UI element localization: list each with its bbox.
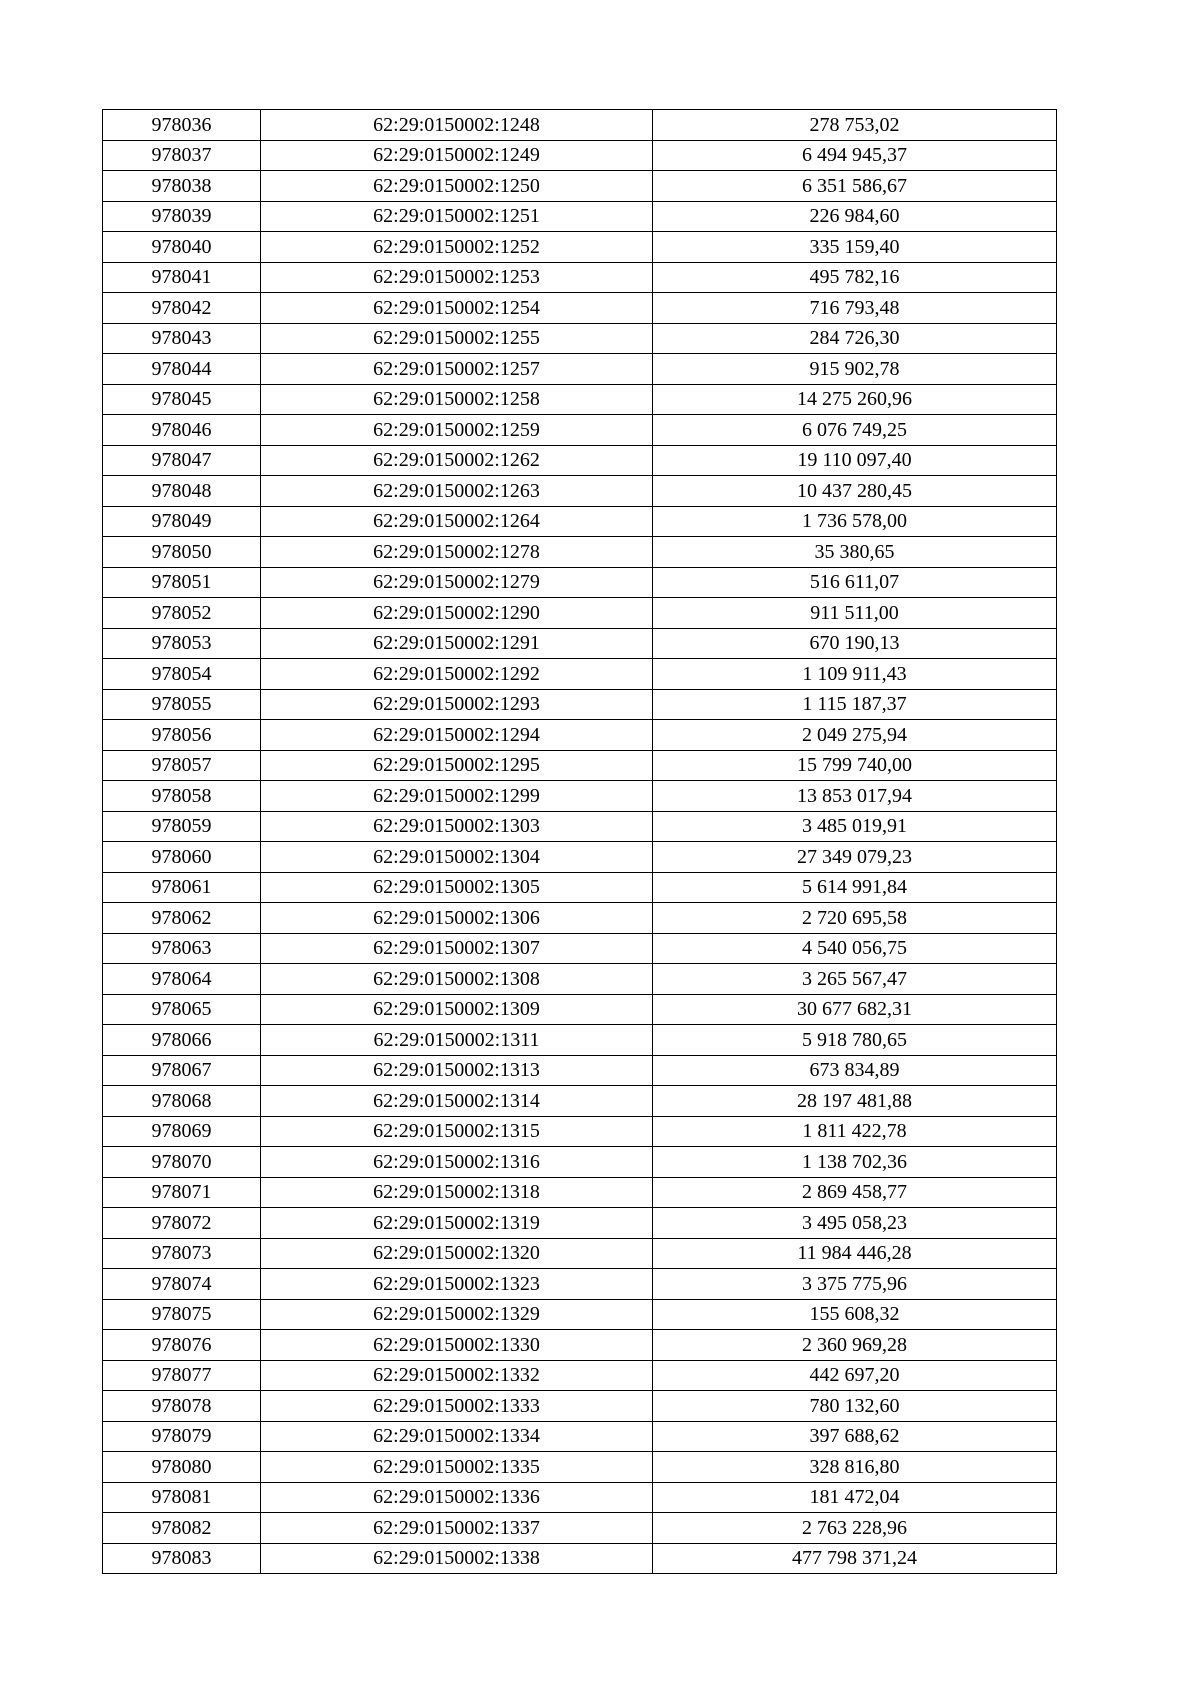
cadastral-number-cell: 62:29:0150002:1309 bbox=[261, 994, 653, 1025]
table-row bbox=[103, 1421, 1057, 1452]
cadastral-value-cell: 3 375 775,96 bbox=[653, 1269, 1057, 1300]
cadastral-value-cell: 6 494 945,37 bbox=[653, 140, 1057, 171]
table-row bbox=[103, 598, 1057, 629]
table-row bbox=[103, 811, 1057, 842]
table-row bbox=[103, 415, 1057, 446]
table-row bbox=[103, 720, 1057, 751]
cadastral-value-cell: 4 540 056,75 bbox=[653, 933, 1057, 964]
row-number-cell: 978057 bbox=[103, 750, 261, 781]
cadastral-value-cell: 328 816,80 bbox=[653, 1452, 1057, 1483]
cadastral-value-cell: 516 611,07 bbox=[653, 567, 1057, 598]
cadastral-value-cell: 1 138 702,36 bbox=[653, 1147, 1057, 1178]
cadastral-number-cell: 62:29:0150002:1338 bbox=[261, 1543, 653, 1574]
row-number-cell: 978074 bbox=[103, 1269, 261, 1300]
cadastral-number-cell: 62:29:0150002:1292 bbox=[261, 659, 653, 690]
cadastral-number-cell: 62:29:0150002:1251 bbox=[261, 201, 653, 232]
cadastral-value-cell: 2 049 275,94 bbox=[653, 720, 1057, 751]
cadastral-value-cell: 284 726,30 bbox=[653, 323, 1057, 354]
cadastral-number-cell: 62:29:0150002:1257 bbox=[261, 354, 653, 385]
table-row bbox=[103, 994, 1057, 1025]
cadastral-value-cell: 2 360 969,28 bbox=[653, 1330, 1057, 1361]
cadastral-value-cell: 155 608,32 bbox=[653, 1299, 1057, 1330]
cadastral-value-cell: 5 918 780,65 bbox=[653, 1025, 1057, 1056]
cadastral-value-cell: 226 984,60 bbox=[653, 201, 1057, 232]
table-row bbox=[103, 1391, 1057, 1422]
row-number-cell: 978061 bbox=[103, 872, 261, 903]
cadastral-value-cell: 397 688,62 bbox=[653, 1421, 1057, 1452]
row-number-cell: 978050 bbox=[103, 537, 261, 568]
cadastral-number-cell: 62:29:0150002:1299 bbox=[261, 781, 653, 812]
cadastral-value-cell: 1 115 187,37 bbox=[653, 689, 1057, 720]
cadastral-number-cell: 62:29:0150002:1311 bbox=[261, 1025, 653, 1056]
cadastral-number-cell: 62:29:0150002:1254 bbox=[261, 293, 653, 324]
cadastral-number-cell: 62:29:0150002:1332 bbox=[261, 1360, 653, 1391]
row-number-cell: 978058 bbox=[103, 781, 261, 812]
row-number-cell: 978080 bbox=[103, 1452, 261, 1483]
row-number-cell: 978060 bbox=[103, 842, 261, 873]
cadastral-number-cell: 62:29:0150002:1253 bbox=[261, 262, 653, 293]
cadastral-value-cell: 15 799 740,00 bbox=[653, 750, 1057, 781]
cadastral-value-cell: 30 677 682,31 bbox=[653, 994, 1057, 1025]
cadastral-value-cell: 3 265 567,47 bbox=[653, 964, 1057, 995]
table-row bbox=[103, 933, 1057, 964]
row-number-cell: 978083 bbox=[103, 1543, 261, 1574]
cadastral-value-cell: 19 110 097,40 bbox=[653, 445, 1057, 476]
row-number-cell: 978064 bbox=[103, 964, 261, 995]
table-row bbox=[103, 262, 1057, 293]
table-row bbox=[103, 1330, 1057, 1361]
cadastral-number-cell: 62:29:0150002:1308 bbox=[261, 964, 653, 995]
table-row bbox=[103, 140, 1057, 171]
cadastral-number-cell: 62:29:0150002:1248 bbox=[261, 110, 653, 141]
table-row bbox=[103, 1238, 1057, 1269]
cadastral-value-cell: 495 782,16 bbox=[653, 262, 1057, 293]
cadastral-number-cell: 62:29:0150002:1278 bbox=[261, 537, 653, 568]
row-number-cell: 978063 bbox=[103, 933, 261, 964]
row-number-cell: 978036 bbox=[103, 110, 261, 141]
table-row bbox=[103, 750, 1057, 781]
table-row bbox=[103, 1269, 1057, 1300]
cadastral-number-cell: 62:29:0150002:1336 bbox=[261, 1482, 653, 1513]
cadastral-number-cell: 62:29:0150002:1252 bbox=[261, 232, 653, 263]
table-row bbox=[103, 1360, 1057, 1391]
row-number-cell: 978040 bbox=[103, 232, 261, 263]
cadastral-value-cell: 2 763 228,96 bbox=[653, 1513, 1057, 1544]
cadastral-number-cell: 62:29:0150002:1315 bbox=[261, 1116, 653, 1147]
table-row bbox=[103, 1543, 1057, 1574]
table-row bbox=[103, 659, 1057, 690]
row-number-cell: 978051 bbox=[103, 567, 261, 598]
row-number-cell: 978068 bbox=[103, 1086, 261, 1117]
cadastral-number-cell: 62:29:0150002:1329 bbox=[261, 1299, 653, 1330]
table-row bbox=[103, 476, 1057, 507]
cadastral-number-cell: 62:29:0150002:1304 bbox=[261, 842, 653, 873]
cadastral-value-cell: 1 811 422,78 bbox=[653, 1116, 1057, 1147]
table-row bbox=[103, 1208, 1057, 1239]
table-row bbox=[103, 506, 1057, 537]
cadastral-number-cell: 62:29:0150002:1250 bbox=[261, 171, 653, 202]
cadastral-number-cell: 62:29:0150002:1316 bbox=[261, 1147, 653, 1178]
row-number-cell: 978055 bbox=[103, 689, 261, 720]
row-number-cell: 978066 bbox=[103, 1025, 261, 1056]
cadastral-number-cell: 62:29:0150002:1334 bbox=[261, 1421, 653, 1452]
cadastral-number-cell: 62:29:0150002:1263 bbox=[261, 476, 653, 507]
row-number-cell: 978042 bbox=[103, 293, 261, 324]
cadastral-number-cell: 62:29:0150002:1259 bbox=[261, 415, 653, 446]
cadastral-number-cell: 62:29:0150002:1262 bbox=[261, 445, 653, 476]
cadastral-number-cell: 62:29:0150002:1306 bbox=[261, 903, 653, 934]
cadastral-number-cell: 62:29:0150002:1294 bbox=[261, 720, 653, 751]
table-row bbox=[103, 1147, 1057, 1178]
table-row bbox=[103, 354, 1057, 385]
row-number-cell: 978056 bbox=[103, 720, 261, 751]
cadastral-value-cell: 11 984 446,28 bbox=[653, 1238, 1057, 1269]
row-number-cell: 978077 bbox=[103, 1360, 261, 1391]
row-number-cell: 978054 bbox=[103, 659, 261, 690]
cadastral-number-cell: 62:29:0150002:1249 bbox=[261, 140, 653, 171]
cadastral-value-cell: 1 109 911,43 bbox=[653, 659, 1057, 690]
table-row bbox=[103, 689, 1057, 720]
cadastral-number-cell: 62:29:0150002:1313 bbox=[261, 1055, 653, 1086]
row-number-cell: 978041 bbox=[103, 262, 261, 293]
table-row bbox=[103, 1055, 1057, 1086]
cadastral-value-cell: 3 485 019,91 bbox=[653, 811, 1057, 842]
table-row bbox=[103, 628, 1057, 659]
cadastral-value-cell: 780 132,60 bbox=[653, 1391, 1057, 1422]
cadastral-value-cell: 477 798 371,24 bbox=[653, 1543, 1057, 1574]
table-row bbox=[103, 964, 1057, 995]
table-row bbox=[103, 781, 1057, 812]
cadastral-number-cell: 62:29:0150002:1319 bbox=[261, 1208, 653, 1239]
table-body bbox=[103, 110, 1057, 1574]
table-row bbox=[103, 1482, 1057, 1513]
row-number-cell: 978047 bbox=[103, 445, 261, 476]
cadastral-number-cell: 62:29:0150002:1305 bbox=[261, 872, 653, 903]
cadastral-number-cell: 62:29:0150002:1291 bbox=[261, 628, 653, 659]
table-row bbox=[103, 323, 1057, 354]
row-number-cell: 978053 bbox=[103, 628, 261, 659]
row-number-cell: 978081 bbox=[103, 1482, 261, 1513]
table-row bbox=[103, 110, 1057, 141]
row-number-cell: 978082 bbox=[103, 1513, 261, 1544]
table-row bbox=[103, 842, 1057, 873]
table-row bbox=[103, 1299, 1057, 1330]
cadastral-value-cell: 670 190,13 bbox=[653, 628, 1057, 659]
table-row bbox=[103, 384, 1057, 415]
cadastral-number-cell: 62:29:0150002:1290 bbox=[261, 598, 653, 629]
row-number-cell: 978059 bbox=[103, 811, 261, 842]
cadastral-value-cell: 181 472,04 bbox=[653, 1482, 1057, 1513]
cadastral-value-cell: 10 437 280,45 bbox=[653, 476, 1057, 507]
cadastral-value-table bbox=[102, 109, 1057, 1574]
table-row bbox=[103, 171, 1057, 202]
cadastral-number-cell: 62:29:0150002:1333 bbox=[261, 1391, 653, 1422]
cadastral-value-cell: 27 349 079,23 bbox=[653, 842, 1057, 873]
row-number-cell: 978045 bbox=[103, 384, 261, 415]
row-number-cell: 978048 bbox=[103, 476, 261, 507]
cadastral-value-cell: 1 736 578,00 bbox=[653, 506, 1057, 537]
cadastral-number-cell: 62:29:0150002:1337 bbox=[261, 1513, 653, 1544]
cadastral-number-cell: 62:29:0150002:1303 bbox=[261, 811, 653, 842]
table-row bbox=[103, 232, 1057, 263]
cadastral-number-cell: 62:29:0150002:1264 bbox=[261, 506, 653, 537]
cadastral-number-cell: 62:29:0150002:1258 bbox=[261, 384, 653, 415]
table-row bbox=[103, 293, 1057, 324]
cadastral-number-cell: 62:29:0150002:1335 bbox=[261, 1452, 653, 1483]
cadastral-number-cell: 62:29:0150002:1255 bbox=[261, 323, 653, 354]
cadastral-value-cell: 6 076 749,25 bbox=[653, 415, 1057, 446]
cadastral-number-cell: 62:29:0150002:1314 bbox=[261, 1086, 653, 1117]
cadastral-number-cell: 62:29:0150002:1279 bbox=[261, 567, 653, 598]
row-number-cell: 978049 bbox=[103, 506, 261, 537]
cadastral-number-cell: 62:29:0150002:1320 bbox=[261, 1238, 653, 1269]
cadastral-value-cell: 35 380,65 bbox=[653, 537, 1057, 568]
cadastral-value-cell: 911 511,00 bbox=[653, 598, 1057, 629]
row-number-cell: 978076 bbox=[103, 1330, 261, 1361]
cadastral-value-cell: 915 902,78 bbox=[653, 354, 1057, 385]
cadastral-number-cell: 62:29:0150002:1295 bbox=[261, 750, 653, 781]
table-row bbox=[103, 903, 1057, 934]
table-row bbox=[103, 1452, 1057, 1483]
row-number-cell: 978046 bbox=[103, 415, 261, 446]
row-number-cell: 978078 bbox=[103, 1391, 261, 1422]
row-number-cell: 978052 bbox=[103, 598, 261, 629]
row-number-cell: 978079 bbox=[103, 1421, 261, 1452]
row-number-cell: 978065 bbox=[103, 994, 261, 1025]
cadastral-value-cell: 5 614 991,84 bbox=[653, 872, 1057, 903]
row-number-cell: 978038 bbox=[103, 171, 261, 202]
cadastral-value-cell: 3 495 058,23 bbox=[653, 1208, 1057, 1239]
table-row bbox=[103, 1025, 1057, 1056]
table-row bbox=[103, 445, 1057, 476]
row-number-cell: 978062 bbox=[103, 903, 261, 934]
row-number-cell: 978069 bbox=[103, 1116, 261, 1147]
cadastral-number-cell: 62:29:0150002:1323 bbox=[261, 1269, 653, 1300]
cadastral-value-cell: 2 720 695,58 bbox=[653, 903, 1057, 934]
row-number-cell: 978043 bbox=[103, 323, 261, 354]
cadastral-value-cell: 673 834,89 bbox=[653, 1055, 1057, 1086]
table-row bbox=[103, 567, 1057, 598]
cadastral-number-cell: 62:29:0150002:1293 bbox=[261, 689, 653, 720]
row-number-cell: 978067 bbox=[103, 1055, 261, 1086]
cadastral-value-cell: 2 869 458,77 bbox=[653, 1177, 1057, 1208]
cadastral-value-cell: 14 275 260,96 bbox=[653, 384, 1057, 415]
row-number-cell: 978072 bbox=[103, 1208, 261, 1239]
cadastral-number-cell: 62:29:0150002:1330 bbox=[261, 1330, 653, 1361]
cadastral-number-cell: 62:29:0150002:1318 bbox=[261, 1177, 653, 1208]
cadastral-value-cell: 6 351 586,67 bbox=[653, 171, 1057, 202]
table-row bbox=[103, 1177, 1057, 1208]
cadastral-value-cell: 28 197 481,88 bbox=[653, 1086, 1057, 1117]
table-row bbox=[103, 537, 1057, 568]
cadastral-value-cell: 13 853 017,94 bbox=[653, 781, 1057, 812]
row-number-cell: 978071 bbox=[103, 1177, 261, 1208]
table-row bbox=[103, 872, 1057, 903]
table-row bbox=[103, 201, 1057, 232]
row-number-cell: 978075 bbox=[103, 1299, 261, 1330]
table-row bbox=[103, 1513, 1057, 1544]
cadastral-value-cell: 442 697,20 bbox=[653, 1360, 1057, 1391]
row-number-cell: 978044 bbox=[103, 354, 261, 385]
row-number-cell: 978070 bbox=[103, 1147, 261, 1178]
row-number-cell: 978037 bbox=[103, 140, 261, 171]
row-number-cell: 978039 bbox=[103, 201, 261, 232]
table-row bbox=[103, 1116, 1057, 1147]
table-row bbox=[103, 1086, 1057, 1117]
cadastral-value-cell: 278 753,02 bbox=[653, 110, 1057, 141]
cadastral-value-cell: 716 793,48 bbox=[653, 293, 1057, 324]
row-number-cell: 978073 bbox=[103, 1238, 261, 1269]
cadastral-value-cell: 335 159,40 bbox=[653, 232, 1057, 263]
cadastral-number-cell: 62:29:0150002:1307 bbox=[261, 933, 653, 964]
